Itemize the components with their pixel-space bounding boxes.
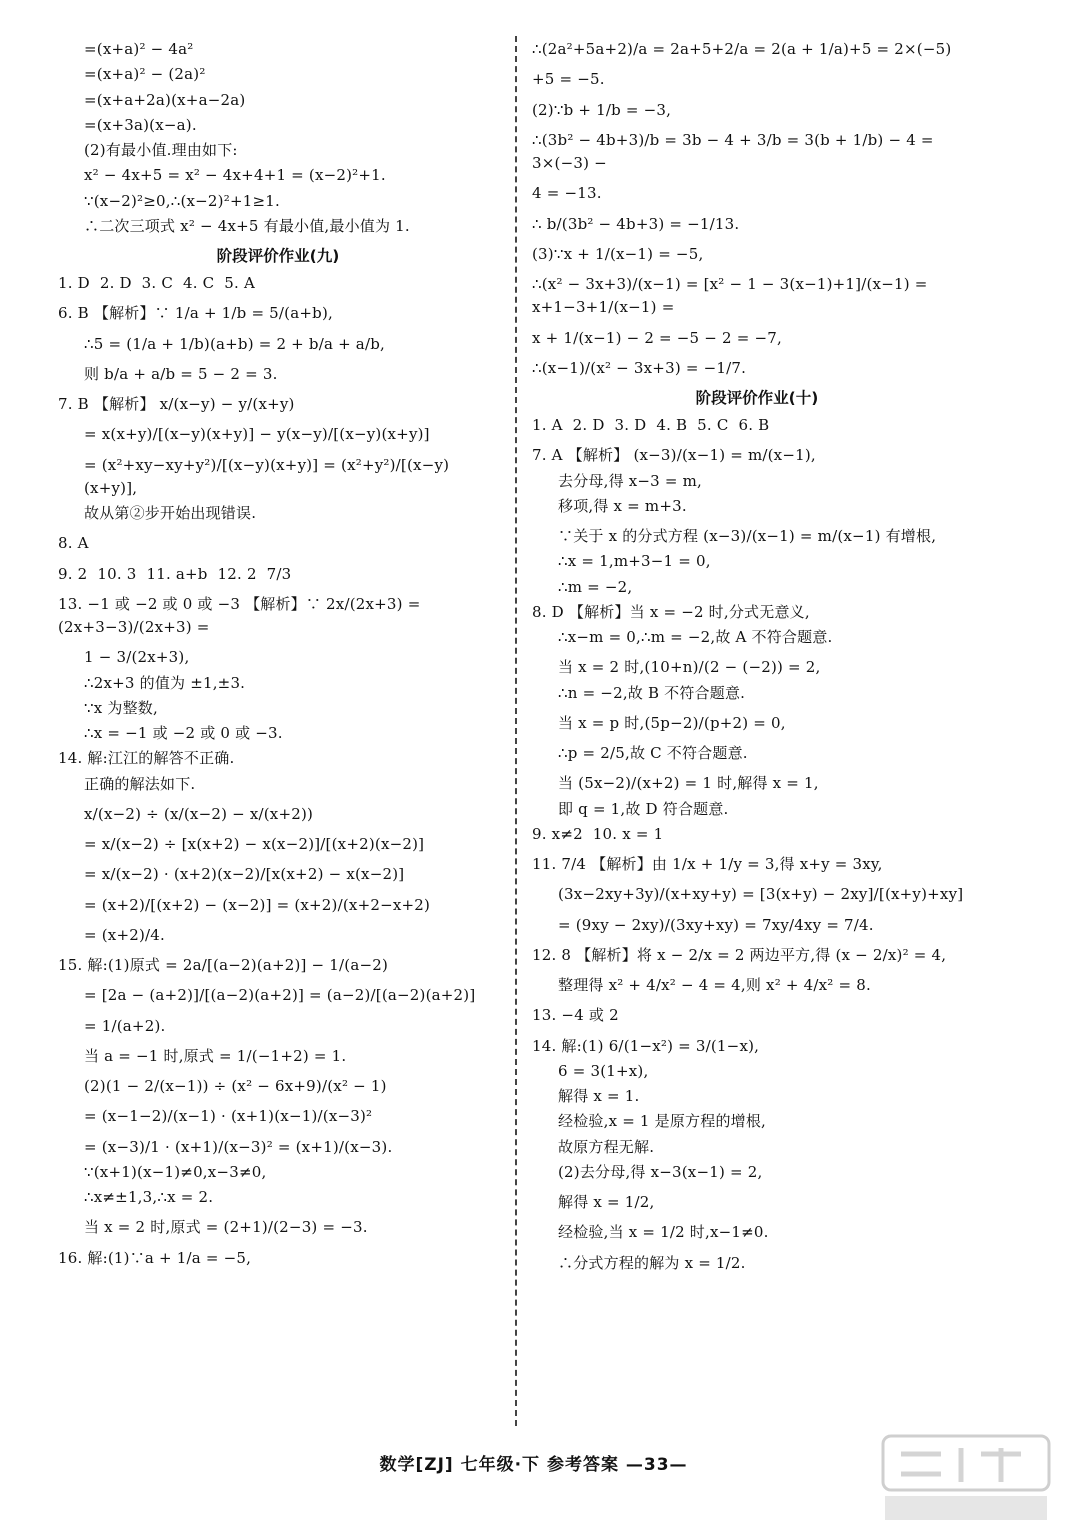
answer-line: 13. −1 或 −2 或 0 或 −3 【解析】∵ 2x/(2x+3) = (2x+3−3)/(2x+3) = [58, 594, 426, 637]
answer-line: ∴(2a²+5a+2)/a = 2a+5+2/a = 2(a + 1/a)+5 = 2×(−5) [532, 40, 952, 58]
answer-line: (2)∵b + 1/b = −3, [532, 100, 672, 119]
answer-line: = (9xy − 2xy)/(3xy+xy) = 7xy/4xy = 7/4. [558, 915, 874, 934]
answer-line: ∵(x+1)(x−1)≠0,x−3≠0, [84, 1162, 267, 1181]
answer-line: x + 1/(x−1) − 2 = −5 − 2 = −7, [532, 328, 782, 347]
answer-line: 移项,得 x = m+3. [558, 496, 687, 515]
watermark-logo [881, 1434, 1051, 1524]
answer-line: =(x+a)² − (2a)² [84, 65, 206, 84]
answer-line: 11. 7/4 【解析】由 1/x + 1/y = 3,得 x+y = 3xy, [532, 855, 883, 874]
answer-line: 16. 解:(1)∵a + 1/a = −5, [58, 1248, 252, 1267]
answer-line: 则 b/a + a/b = 5 − 2 = 3. [84, 364, 278, 383]
answer-line: 7. A 【解析】 (x−3)/(x−1) = m/(x−1), [532, 446, 816, 465]
answer-line: = (x+2)/[(x+2) − (x−2)] = (x+2)/(x+2−x+2) [84, 895, 431, 914]
answer-line: ∴(x² − 3x+3)/(x−1) = [x² − 1 − 3(x−1)+1]/(x−1) = x+1−3+1/(x−1) = [532, 275, 933, 317]
answer-line: 6. B 【解析】∵ 1/a + 1/b = 5/(a+b), [58, 304, 333, 323]
answer-line: = 1/(a+2). [84, 1016, 166, 1035]
answer-line: ∴分式方程的解为 x = 1/2. [558, 1253, 746, 1272]
answer-line: 4 = −13. [532, 184, 602, 203]
answer-line: = x(x+y)/[(x−y)(x+y)] − y(x−y)/[(x−y)(x+y)] [84, 425, 430, 444]
answer-line: x/(x−2) ÷ (x/(x−2) − x/(x+2)) [84, 804, 314, 823]
answer-line: x² − 4x+5 = x² − 4x+4+1 = (x−2)²+1. [84, 166, 386, 185]
answer-line: 1. D 2. D 3. C 4. C 5. A [58, 274, 255, 293]
answer-line: = (x−3)/1 · (x+1)/(x−3)² = (x+1)/(x−3). [84, 1137, 393, 1156]
left-column [58, 38, 498, 1272]
answer-line: 6 = 3(1+x), [558, 1061, 649, 1080]
answer-line: = (x+2)/4. [84, 925, 165, 944]
answer-line: 整理得 x² + 4/x² − 4 = 4,则 x² + 4/x² = 8. [558, 976, 871, 995]
answer-line: ∴x−m = 0,∴m = −2,故 A 不符合题意. [558, 628, 833, 647]
answer-line: 1. A 2. D 3. D 4. B 5. C 6. B [532, 416, 770, 435]
section-title: 阶段评价作业(十) [695, 389, 819, 407]
answer-line: 8. A [58, 534, 89, 553]
answer-line: (3x−2xy+3y)/(x+xy+y) = [3(x+y) − 2xy]/[(x+y)+xy] [558, 885, 964, 904]
answer-line: 9. 2 10. 3 11. a+b 12. 2 7/3 [58, 564, 292, 583]
answer-line: ∵x 为整数, [84, 698, 158, 717]
column-divider [515, 36, 517, 1426]
answer-line: 1 − 3/(2x+3), [84, 648, 190, 667]
answer-line: = [2a − (a+2)]/[(a−2)(a+2)] = (a−2)/[(a−2)(a+2)] [84, 986, 476, 1005]
answer-line: 14. 解:(1) 6/(1−x²) = 3/(1−x), [532, 1036, 760, 1055]
answer-line: 7. B 【解析】 x/(x−y) − y/(x+y) [58, 395, 295, 414]
answer-line: = (x²+xy−xy+y²)/[(x−y)(x+y)] = (x²+y²)/[(x−y)(x+y)], [84, 455, 450, 497]
answer-line: 经检验,x = 1 是原方程的增根, [558, 1112, 767, 1131]
answer-line: 当 x = p 时,(5p−2)/(p+2) = 0, [558, 713, 786, 732]
answer-line: ∴ b/(3b² − 4b+3) = −1/13. [532, 214, 740, 233]
answer-line: 经检验,当 x = 1/2 时,x−1≠0. [558, 1223, 769, 1242]
answer-line: ∴2x+3 的值为 ±1,±3. [84, 673, 246, 692]
answer-line: 解得 x = 1/2, [558, 1193, 655, 1212]
answer-line: (2)(1 − 2/(x−1)) ÷ (x² − 6x+9)/(x² − 1) [84, 1077, 387, 1096]
section-title: 阶段评价作业(九) [216, 247, 340, 265]
answer-line: 当 x = 2 时,原式 = (2+1)/(2−3) = −3. [84, 1218, 368, 1237]
answer-line: 故从第②步开始出现错误. [84, 504, 257, 523]
answer-line: 即 q = 1,故 D 符合题意. [558, 799, 729, 818]
answer-line: 去分母,得 x−3 = m, [558, 471, 703, 490]
answer-line: ∴p = 2/5,故 C 不符合题意. [558, 744, 748, 763]
answer-line: 当 a = −1 时,原式 = 1/(−1+2) = 1. [84, 1046, 347, 1065]
answer-line: =(x+3a)(x−a). [84, 115, 197, 134]
answer-line: ∴x≠±1,3,∴x = 2. [84, 1188, 214, 1207]
answer-line: =(x+a)² − 4a² [84, 40, 194, 58]
answer-line: 正确的解法如下. [84, 774, 196, 793]
answer-line: = x/(x−2) · (x+2)(x−2)/[x(x+2) − x(x−2)] [84, 865, 405, 884]
answer-line: ∵(x−2)²≥0,∴(x−2)²+1≥1. [84, 191, 280, 210]
answer-line: 13. −4 或 2 [532, 1006, 619, 1025]
answer-line: 12. 8 【解析】将 x − 2/x = 2 两边平方,得 (x − 2/x)² = 4, [532, 945, 947, 964]
answer-line: ∴二次三项式 x² − 4x+5 有最小值,最小值为 1. [84, 216, 410, 235]
answer-line: 当 (5x−2)/(x+2) = 1 时,解得 x = 1, [558, 774, 819, 793]
answer-line: ∴x = 1,m+3−1 = 0, [558, 552, 711, 571]
answer-line: =(x+a+2a)(x+a−2a) [84, 90, 246, 109]
answer-line: 解得 x = 1. [558, 1087, 640, 1106]
answer-line: (2)去分母,得 x−3(x−1) = 2, [558, 1162, 763, 1181]
answer-line: ∴(x−1)/(x² − 3x+3) = −1/7. [532, 358, 747, 377]
answer-line: ∴m = −2, [558, 577, 633, 596]
answer-line: 当 x = 2 时,(10+n)/(2 − (−2)) = 2, [558, 658, 821, 677]
answer-line: ∵关于 x 的分式方程 (x−3)/(x−1) = m/(x−1) 有增根, [558, 527, 937, 546]
answer-line: (2)有最小值.理由如下: [84, 141, 238, 159]
answer-line: +5 = −5. [532, 70, 605, 89]
answer-line: ∴n = −2,故 B 不符合题意. [558, 683, 746, 702]
answer-line: ∴(3b² − 4b+3)/b = 3b − 4 + 3/b = 3(b + 1/b) − 4 = 3×(−3) − [532, 130, 939, 172]
answer-line: 14. 解:江江的解答不正确. [58, 749, 235, 768]
answer-line: 15. 解:(1)原式 = 2a/[(a−2)(a+2)] − 1/(a−2) [58, 956, 389, 975]
answer-line: = x/(x−2) ÷ [x(x+2) − x(x−2)]/[(x+2)(x−2)] [84, 835, 425, 854]
answer-line: ∴x = −1 或 −2 或 0 或 −3. [84, 724, 283, 743]
answer-line: 9. x≠2 10. x = 1 [532, 824, 664, 843]
answer-line: (3)∵x + 1/(x−1) = −5, [532, 244, 704, 263]
answer-line: ∴5 = (1/a + 1/b)(a+b) = 2 + b/a + a/b, [84, 334, 385, 353]
right-column [532, 38, 982, 1277]
page-footer: 数学[ZJ] 七年级·下 参考答案 —33— [379, 1455, 688, 1475]
answer-line: 故原方程无解. [558, 1137, 655, 1156]
answer-line: 8. D 【解析】当 x = −2 时,分式无意义, [532, 602, 810, 621]
answer-line: = (x−1−2)/(x−1) · (x+1)(x−1)/(x−3)² [84, 1107, 373, 1126]
